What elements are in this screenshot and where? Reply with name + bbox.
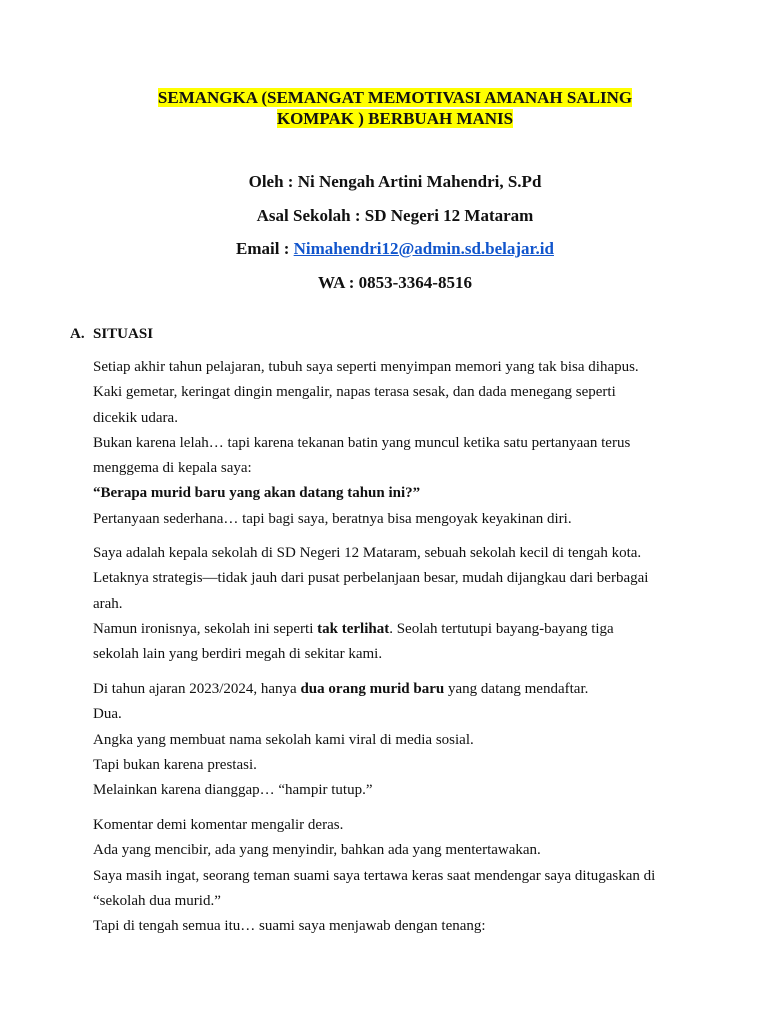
section-title: SITUASI bbox=[93, 326, 154, 342]
text-line: menggema di kepala saya: bbox=[93, 460, 252, 477]
title-line-2: KOMPAK ) BERBUAH MANIS bbox=[276, 109, 514, 128]
text-line: Bukan karena lelah… tapi karena tekanan batin yang muncul ketika satu pertanyaan terus bbox=[93, 434, 631, 451]
text-line: dicekik udara. bbox=[93, 409, 178, 426]
text-line: Dua. bbox=[93, 706, 122, 723]
text-line: Tapi di tengah semua itu… suami saya menjawab dengan tenang: bbox=[93, 918, 486, 935]
section-heading bbox=[70, 324, 153, 344]
text-line: Ada yang mencibir, ada yang menyindir, bahkan ada yang mentertawakan. bbox=[93, 842, 541, 859]
document-title bbox=[100, 87, 690, 129]
emphasis: dua orang murid baru bbox=[300, 681, 445, 697]
paragraph-block-4 bbox=[93, 813, 683, 939]
key-question: “Berapa murid baru yang akan datang tahun ini?” bbox=[93, 485, 421, 502]
paragraph-block-3 bbox=[93, 677, 683, 803]
title-line-1: SEMANGKA (SEMANGAT MEMOTIVASI AMANAH SALING bbox=[157, 88, 633, 107]
author-school: Asal Sekolah : SD Negeri 12 Mataram bbox=[256, 206, 534, 225]
text-line: Komentar demi komentar mengalir deras. bbox=[93, 817, 344, 833]
text-line: Saya masih ingat, seorang teman suami saya tertawa keras saat mendengar saya ditugaskan di bbox=[93, 867, 656, 884]
email-link[interactable]: Nimahendri12@admin.sd.belajar.id bbox=[293, 239, 554, 258]
text-line: Pertanyaan sederhana… tapi bagi saya, beratnya bisa mengoyak keyakinan diri. bbox=[93, 510, 572, 527]
text-line: Di tahun ajaran 2023/2024, hanya dua orang murid baru yang datang mendaftar. bbox=[93, 681, 589, 697]
text-line: Namun ironisnya, sekolah ini seperti tak terlihat. Seolah tertutupi bayang-bayang tiga bbox=[93, 620, 614, 637]
text-line: sekolah lain yang berdiri megah di sekitar kami. bbox=[93, 646, 383, 663]
section-number: A. bbox=[70, 326, 85, 342]
text-line: Letaknya strategis—tidak jauh dari pusat perbelanjaan besar, mudah dijangkau dari berbagai bbox=[93, 570, 649, 587]
emphasis: tak terlihat bbox=[317, 620, 390, 637]
text-line: Angka yang membuat nama sekolah kami viral di media sosial. bbox=[93, 731, 474, 748]
author-byline: Oleh : Ni Nengah Artini Mahendri, S.Pd bbox=[248, 172, 542, 191]
paragraph-block-2 bbox=[93, 541, 683, 667]
author-wa: WA : 0853-3364-8516 bbox=[318, 273, 472, 292]
email-label: Email : bbox=[236, 239, 294, 258]
text-line: Setiap akhir tahun pelajaran, tubuh saya seperti menyimpan memori yang tak bisa dihapus. bbox=[93, 359, 639, 375]
text-line: Kaki gemetar, keringat dingin mengalir, napas terasa sesak, dan dada menegang seperti bbox=[93, 384, 616, 401]
text-line: arah. bbox=[93, 595, 123, 612]
text-line: “sekolah dua murid.” bbox=[93, 892, 221, 909]
author-email-line bbox=[0, 238, 768, 260]
text-line: Tapi bukan karena prestasi. bbox=[93, 756, 257, 773]
paragraph-block-1 bbox=[93, 355, 683, 532]
text-line: Melainkan karena dianggap… “hampir tutup.” bbox=[93, 782, 373, 799]
text-line: Saya adalah kepala sekolah di SD Negeri 12 Mataram, sebuah sekolah kecil di tengah kota. bbox=[93, 545, 642, 561]
